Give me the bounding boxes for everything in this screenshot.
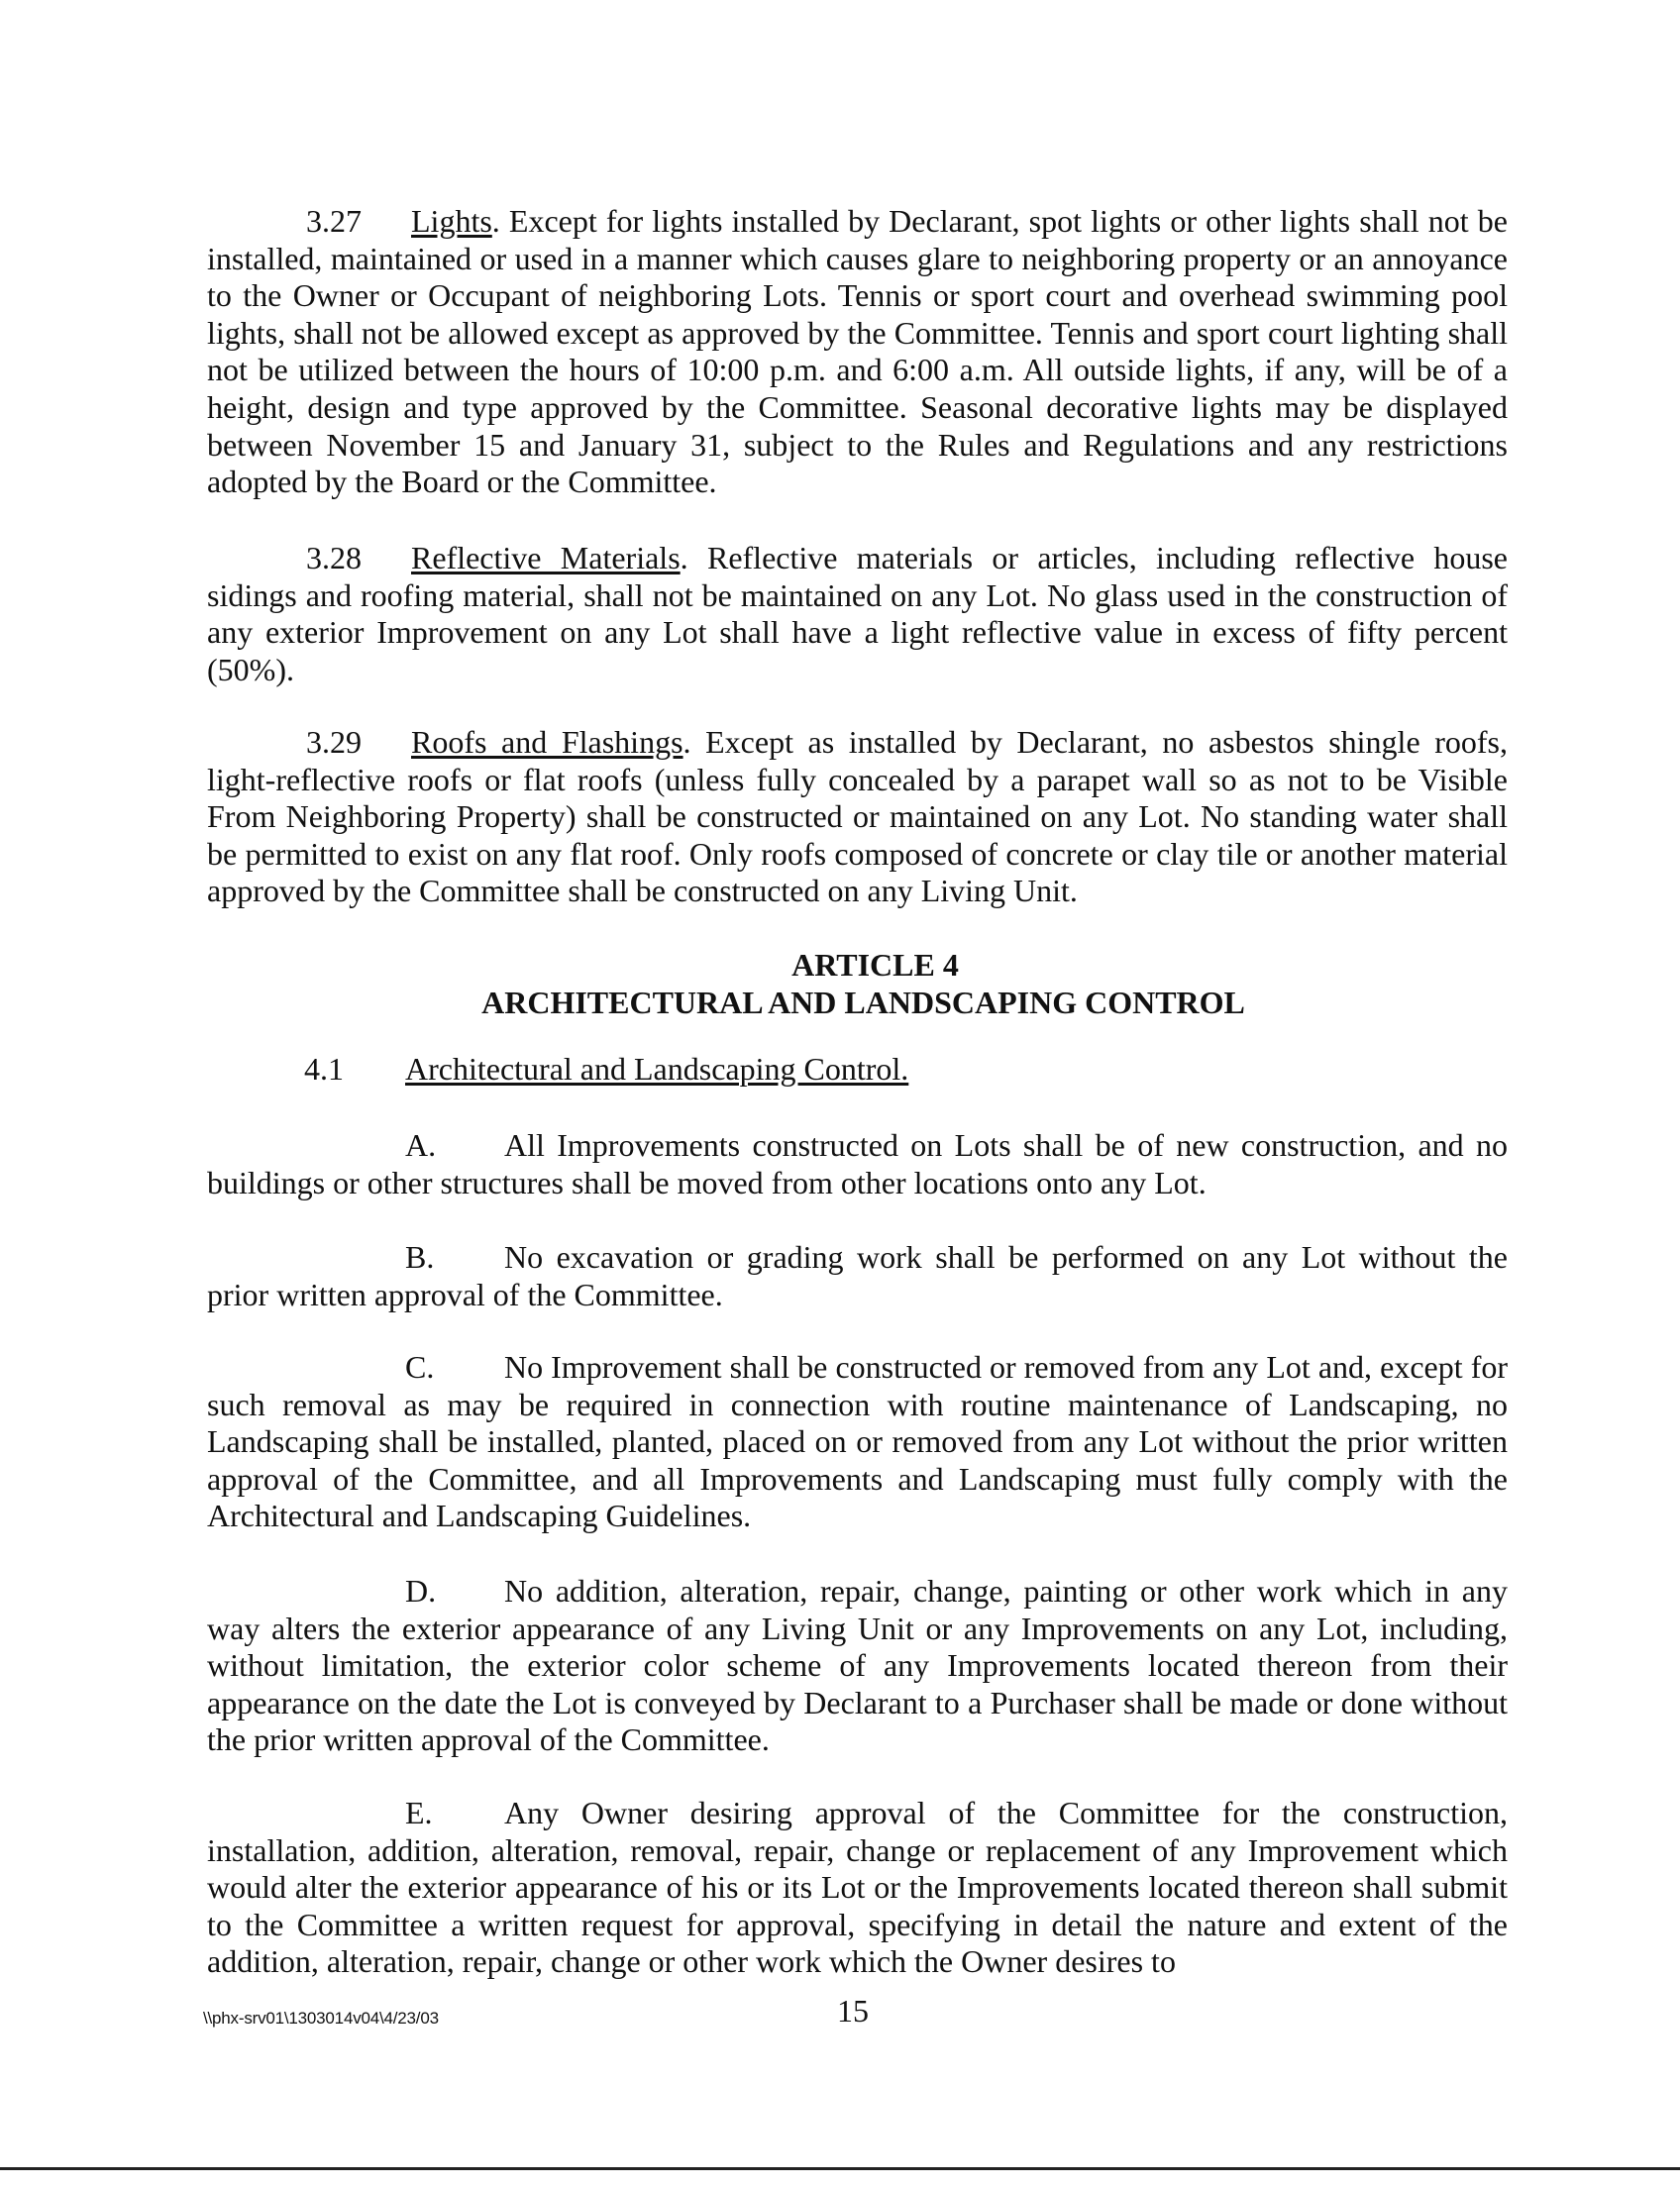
section-3-28	[207, 540, 1508, 688]
section-number: 3.28	[306, 540, 362, 575]
section-number: 3.29	[306, 724, 362, 760]
subsection-letter: B.	[405, 1239, 435, 1275]
section-title: Architectural and Landscaping Control.	[405, 1051, 909, 1087]
subsection-letter: C.	[405, 1349, 435, 1385]
section-3-27	[207, 203, 1508, 501]
article-title: ARCHITECTURAL AND LANDSCAPING CONTROL	[481, 984, 1245, 1020]
section-text: . Except for lights installed by Declarant, spot lights or other lights shall not be installed, maintained or used in a manner which causes glare to neighboring property or an annoyance to the Owner or Occupant of neighboring Lots. Tennis or sport court and overhead swimming pool lights, shall not be allowed except as approved by the Committee. Tennis and sport court lighting shall not be utilized between the hours of 10:00 p.m. and 6:00 a.m. All outside lights, if any, will be of a height, design and type approved by the Committee. Seasonal decorative lights may be displayed between November 15 and January 31, subject to the Rules and Regulations and any restrictions adopted by the Board or the Committee.	[207, 203, 1508, 500]
subsection-a	[207, 1127, 1508, 1201]
subsection-text: No addition, alteration, repair, change, painting or other work which in any way alters the exterior appearance of any Living Unit or any Improvements on any Lot, including, without limitation, the exterior color scheme of any Improvements located thereon from their appearance on the date the Lot is conveyed by Declarant to a Purchaser shall be made or done without the prior written approval of the Committee.	[207, 1573, 1508, 1758]
article-heading	[207, 947, 1508, 1021]
page-number: 15	[837, 1993, 869, 2029]
subsection-c	[207, 1349, 1508, 1535]
section-title: Roofs and Flashings	[411, 724, 683, 760]
subsection-b	[207, 1239, 1508, 1313]
section-text: . Except as installed by Declarant, no asbestos shingle roofs, light-reflective roofs or flat roofs (unless fully concealed by a parapet wall so as not to be Visible From Neighboring Property) shall be constructed or maintained on any Lot. No standing water shall be permitted to exist on any flat roof. Only roofs composed of concrete or clay tile or another material approved by the Committee shall be constructed on any Living Unit.	[207, 724, 1509, 909]
section-title: Lights	[411, 203, 492, 239]
section-4-1	[207, 1051, 1508, 1089]
subsection-letter: A.	[405, 1127, 437, 1163]
subsection-d	[207, 1573, 1508, 1759]
section-3-29	[207, 724, 1508, 910]
section-number: 3.27	[306, 203, 362, 239]
scan-edge-line	[0, 2167, 1680, 2170]
section-text: . Reflective materials or articles, including reflective house sidings and roofing material, shall not be maintained on any Lot. No glass used in the construction of any exterior Improvement on any Lot shall have a light reflective value in excess of fifty percent (50%).	[207, 540, 1509, 687]
subsection-text: No Improvement shall be constructed or removed from any Lot and, except for such removal as may be required in connection with routine maintenance of Landscaping, no Landscaping shall be installed, planted, placed on or removed from any Lot without the prior written approval of the Committee, and all Improvements and Landscaping must fully comply with the Architectural and Landscaping Guidelines.	[207, 1349, 1508, 1534]
subsection-letter: D.	[405, 1573, 437, 1609]
subsection-text: All Improvements constructed on Lots shall be of new construction, and no buildings or other structures shall be moved from other locations onto any Lot.	[207, 1127, 1508, 1200]
subsection-letter: E.	[405, 1795, 433, 1830]
subsection-e	[207, 1795, 1508, 1981]
article-label: ARTICLE 4	[791, 947, 959, 983]
subsection-text: Any Owner desiring approval of the Committee for the construction, installation, addition, alteration, removal, repair, change or replacement of any Improvement which would alter the exterior appearance of his or its Lot or the Improvements located thereon shall submit to the Committee a written request for approval, specifying in detail the nature and extent of the addition, alteration, repair, change or other work which the Owner desires to	[207, 1795, 1508, 1980]
subsection-text: No excavation or grading work shall be performed on any Lot without the prior written approval of the Committee.	[207, 1239, 1508, 1312]
footer-doc-path: \\phx-srv01\1303014v04\4/23/03	[203, 2009, 439, 2028]
section-title: Reflective Materials	[411, 540, 681, 575]
section-number: 4.1	[304, 1051, 344, 1087]
